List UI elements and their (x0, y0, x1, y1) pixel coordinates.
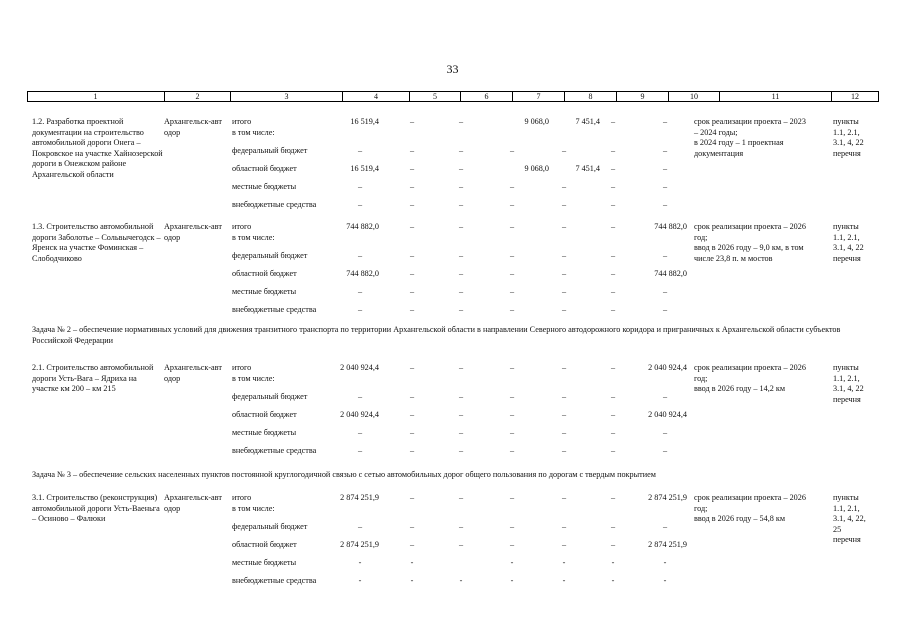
funding-value: – (458, 164, 464, 173)
funding-value: – (509, 493, 515, 502)
funding-value: – (610, 182, 616, 191)
funding-value: – (357, 392, 363, 401)
expected-result: срок реализации проекта – 2026 год; ввод в 2026 году – 54,8 км (694, 493, 806, 523)
funding-value: – (409, 540, 415, 549)
funding-source-label: федеральный бюджет (232, 146, 308, 155)
expected-result: срок реализации проекта – 2023 – 2024 годы; в 2024 году – 1 проектная документация (694, 117, 806, 158)
funding-value: 2 040 924,4 (340, 363, 379, 372)
funding-value: – (357, 200, 363, 209)
funding-value: – (610, 522, 616, 531)
header-col-6: 6 (460, 92, 512, 101)
funding-value: – (458, 146, 464, 155)
funding-value: 16 519,4 (350, 117, 379, 126)
funding-value: – (610, 117, 616, 126)
funding-value: – (561, 182, 567, 191)
funding-value: – (409, 200, 415, 209)
funding-value: - (410, 576, 414, 585)
funding-value: – (458, 251, 464, 260)
funding-value: – (458, 410, 464, 419)
event-name: 2.1. Строительство автомобильной дороги Усть-Вага – Ядриха на участке км 200 – км 215 (32, 363, 154, 393)
funding-value: – (561, 287, 567, 296)
funding-value: – (509, 363, 515, 372)
funding-value: – (409, 269, 415, 278)
header-col-8: 8 (564, 92, 616, 101)
funding-source-label: внебюджетные средства (232, 446, 317, 455)
executor: Архангельск-автодор (164, 222, 222, 242)
funding-source-label: областной бюджет (232, 410, 297, 419)
task-heading: Задача № 2 – обеспечение нормативных условий для движения транзитного транспорта по территории Архангельской области в направлении Северного автодорожного коридора и приграничных к Архангельской области субъектов Российской Федерации (32, 325, 841, 345)
funding-value: – (662, 305, 668, 314)
funding-value: – (509, 522, 515, 531)
funding-value: 2 040 924,4 (648, 363, 687, 372)
funding-value: 744 882,0 (346, 222, 379, 231)
header-col-2: 2 (164, 92, 230, 101)
funding-value: – (409, 428, 415, 437)
funding-value: – (409, 222, 415, 231)
funding-value: – (561, 146, 567, 155)
funding-value: – (357, 428, 363, 437)
funding-value: – (509, 287, 515, 296)
funding-value: – (662, 251, 668, 260)
funding-value: - (358, 576, 362, 585)
funding-value: – (409, 363, 415, 372)
event-name: 1.2. Разработка проектной документации на строительство автомобильной дороги Онега – Покровское на участке Хайнозерской дороги в Онежском районе Архангельской области (32, 117, 163, 179)
funding-source-label: итого в том числе: (232, 222, 275, 242)
funding-value: 744 882,0 (346, 269, 379, 278)
funding-value: – (662, 146, 668, 155)
funding-value: – (561, 251, 567, 260)
funding-value: 16 519,4 (350, 164, 379, 173)
funding-value: – (409, 446, 415, 455)
funding-source-label: областной бюджет (232, 164, 297, 173)
funding-value: – (409, 287, 415, 296)
funding-value: – (409, 305, 415, 314)
executor: Архангельск-автодор (164, 117, 222, 137)
funding-value: – (610, 428, 616, 437)
funding-value: – (509, 222, 515, 231)
header-col-9: 9 (616, 92, 668, 101)
funding-value: - (510, 558, 514, 567)
funding-value: – (509, 251, 515, 260)
funding-value: – (509, 269, 515, 278)
funding-value: - (611, 576, 615, 585)
funding-value: – (561, 446, 567, 455)
funding-value: 744 882,0 (654, 269, 687, 278)
funding-value: – (662, 428, 668, 437)
funding-value: - (562, 558, 566, 567)
funding-value: – (409, 117, 415, 126)
funding-value: 2 040 924,4 (340, 410, 379, 419)
funding-value: – (610, 164, 616, 173)
funding-value: – (458, 305, 464, 314)
funding-value: – (610, 363, 616, 372)
funding-value: – (610, 222, 616, 231)
funding-value: – (509, 146, 515, 155)
funding-source-label: внебюджетные средства (232, 200, 317, 209)
funding-source-label: федеральный бюджет (232, 392, 308, 401)
funding-source-label: областной бюджет (232, 269, 297, 278)
funding-value: – (409, 410, 415, 419)
executor: Архангельск-автодор (164, 363, 222, 383)
funding-value: – (458, 363, 464, 372)
funding-value: – (357, 287, 363, 296)
funding-value: – (458, 493, 464, 502)
funding-value: – (662, 200, 668, 209)
funding-value: 7 451,4 (575, 164, 600, 173)
funding-value: – (610, 305, 616, 314)
funding-value: – (662, 287, 668, 296)
program-points: пункты 1.1, 2.1, 3.1, 4, 22 перечня (833, 117, 864, 158)
funding-value: – (357, 146, 363, 155)
funding-value: – (662, 446, 668, 455)
funding-value: 744 882,0 (654, 222, 687, 231)
funding-value: – (458, 428, 464, 437)
program-points: пункты 1.1, 2.1, 3.1, 4, 22, 25 перечня (833, 493, 866, 544)
header-col-3: 3 (230, 92, 342, 101)
funding-value: – (610, 287, 616, 296)
funding-value: – (662, 392, 668, 401)
header-col-5: 5 (409, 92, 460, 101)
funding-value: 2 040 924,4 (648, 410, 687, 419)
header-col-7: 7 (512, 92, 564, 101)
funding-value: – (561, 200, 567, 209)
funding-value: – (409, 392, 415, 401)
funding-source-label: местные бюджеты (232, 182, 297, 191)
funding-value: 7 451,4 (575, 117, 600, 126)
funding-source-label: внебюджетные средства (232, 576, 317, 585)
task-heading: Задача № 3 – обеспечение сельских населенных пунктов постоянной круглогодичной связью с сетью автомобильных дорог общего пользования по дорогам с твердым покрытием (32, 470, 656, 479)
funding-value: – (458, 392, 464, 401)
funding-source-label: местные бюджеты (232, 558, 297, 567)
funding-value: – (458, 222, 464, 231)
funding-value: – (561, 222, 567, 231)
funding-value: – (561, 493, 567, 502)
funding-value: – (662, 164, 668, 173)
funding-source-label: итого в том числе: (232, 363, 275, 383)
funding-value: – (561, 410, 567, 419)
funding-value: – (458, 117, 464, 126)
funding-value: – (662, 117, 668, 126)
funding-value: – (458, 522, 464, 531)
executor: Архангельск-автодор (164, 493, 222, 513)
funding-value: – (610, 146, 616, 155)
funding-value: – (409, 164, 415, 173)
header-col-1: 1 (93, 92, 98, 101)
event-name: 1.3. Строительство автомобильной дороги Заболотье – Сольвычегодск – Яренск на участке Фоминская – Слободчиково (32, 222, 161, 263)
funding-value: – (610, 446, 616, 455)
funding-value: – (458, 446, 464, 455)
funding-value: - (663, 558, 667, 567)
funding-value: – (662, 182, 668, 191)
funding-value: - (510, 576, 514, 585)
funding-source-label: областной бюджет (232, 540, 297, 549)
funding-value: – (458, 269, 464, 278)
program-points: пункты 1.1, 2.1, 3.1, 4, 22 перечня (833, 222, 864, 263)
funding-value: 2 874 251,9 (340, 493, 379, 502)
funding-value: – (357, 251, 363, 260)
header-col-4: 4 (342, 92, 409, 101)
funding-value: - (663, 576, 667, 585)
funding-value: – (610, 251, 616, 260)
header-col-11: 11 (719, 92, 831, 101)
funding-value: – (509, 446, 515, 455)
funding-value: – (610, 410, 616, 419)
funding-value: – (409, 493, 415, 502)
funding-value: - (562, 576, 566, 585)
page-number: 33 (446, 62, 459, 76)
expected-result: срок реализации проекта – 2026 год; ввод в 2026 году – 9,0 км, в том числе 23,8 п. м мостов (694, 222, 806, 263)
funding-value: – (561, 522, 567, 531)
funding-value: – (509, 182, 515, 191)
funding-source-label: итого в том числе: (232, 117, 275, 137)
funding-value: – (458, 182, 464, 191)
funding-value: – (357, 305, 363, 314)
header-col-12: 12 (831, 92, 878, 101)
funding-value: – (409, 522, 415, 531)
funding-value: - (459, 576, 463, 585)
funding-value: 9 068,0 (524, 117, 549, 126)
funding-value: - (358, 558, 362, 567)
funding-value: 9 068,0 (524, 164, 549, 173)
funding-value: - (410, 558, 414, 567)
funding-value: – (509, 428, 515, 437)
funding-source-label: федеральный бюджет (232, 251, 308, 260)
funding-value: – (610, 493, 616, 502)
funding-value: – (357, 522, 363, 531)
funding-value: – (610, 540, 616, 549)
funding-value: – (561, 428, 567, 437)
funding-value: – (662, 522, 668, 531)
funding-source-label: внебюджетные средства (232, 305, 317, 314)
funding-source-label: местные бюджеты (232, 287, 297, 296)
funding-value: 2 874 251,9 (648, 540, 687, 549)
funding-value: 2 874 251,9 (340, 540, 379, 549)
funding-value: – (610, 269, 616, 278)
funding-value: – (409, 251, 415, 260)
funding-value: – (509, 200, 515, 209)
column-header-row (27, 91, 879, 102)
funding-value: – (458, 287, 464, 296)
funding-source-label: итого в том числе: (232, 493, 275, 513)
funding-value: – (509, 540, 515, 549)
funding-value: – (509, 410, 515, 419)
funding-source-label: федеральный бюджет (232, 522, 308, 531)
program-points: пункты 1.1, 2.1, 3.1, 4, 22 перечня (833, 363, 864, 404)
funding-value: – (357, 182, 363, 191)
funding-value: – (458, 540, 464, 549)
funding-value: – (561, 363, 567, 372)
funding-value: – (561, 305, 567, 314)
funding-value: - (611, 558, 615, 567)
expected-result: срок реализации проекта – 2026 год; ввод в 2026 году – 14,2 км (694, 363, 806, 393)
funding-value: – (610, 392, 616, 401)
funding-value: – (610, 200, 616, 209)
event-name: 3.1. Строительство (реконструкция) автомобильной дороги Усть-Ваеньга – Осиново – Фалюки (32, 493, 160, 523)
funding-value: 2 874 251,9 (648, 493, 687, 502)
funding-value: – (409, 182, 415, 191)
funding-value: – (561, 269, 567, 278)
funding-value: – (561, 392, 567, 401)
funding-value: – (561, 540, 567, 549)
funding-value: – (409, 146, 415, 155)
funding-source-label: местные бюджеты (232, 428, 297, 437)
funding-value: – (509, 305, 515, 314)
funding-value: – (357, 446, 363, 455)
funding-value: – (509, 392, 515, 401)
header-col-10: 10 (668, 92, 719, 101)
funding-value: – (458, 200, 464, 209)
